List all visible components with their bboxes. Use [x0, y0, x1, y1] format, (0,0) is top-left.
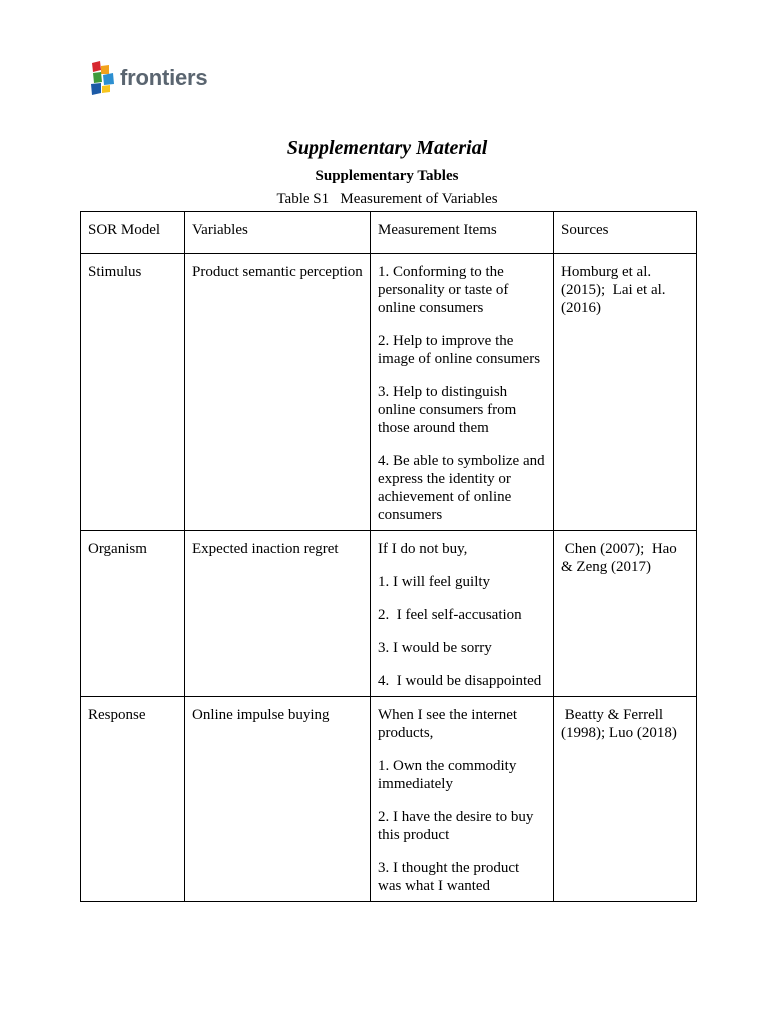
measurement-item: If I do not buy,	[378, 541, 468, 557]
cell-variable: Expected inaction regret	[185, 531, 371, 697]
measurement-item: 2. Help to improve the image of online consumers	[378, 333, 541, 367]
cell-sor-model: Response	[81, 697, 185, 902]
measurement-table	[80, 211, 697, 902]
section-subtitle: Supplementary Tables	[315, 168, 459, 184]
frontiers-logo-icon	[89, 60, 117, 96]
measurement-item: 1. I will feel guilty	[378, 574, 491, 590]
measurement-item: 3. I would be sorry	[378, 640, 492, 656]
cell-sor-model: Stimulus	[81, 254, 185, 531]
cell-sor-model: Organism	[81, 531, 185, 697]
column-header-measurement-items: Measurement Items	[371, 212, 554, 254]
measurement-item: 2. I have the desire to buy this product	[378, 809, 534, 843]
measurement-item: 1. Conforming to the personality or taste of online consumers	[378, 264, 509, 316]
measurement-item: 2. I feel self-accusation	[378, 607, 522, 623]
logo-text: frontiers	[120, 65, 208, 90]
table-caption: Table S1 Measurement of Variables	[276, 191, 498, 207]
measurement-item: 3. I thought the product was what I wanted	[378, 860, 520, 894]
cell-sources: Beatty & Ferrell (1998); Luo (2018)	[554, 697, 697, 902]
table-row-stimulus	[81, 254, 697, 531]
cell-sources: Homburg et al. (2015); Lai et al. (2016)	[554, 254, 697, 531]
cell-measurement-items	[371, 254, 554, 531]
table-row-organism	[81, 531, 697, 697]
measurement-item: When I see the internet products,	[378, 707, 518, 741]
table-row-response	[81, 697, 697, 902]
cell-variable: Online impulse buying	[185, 697, 371, 902]
cell-measurement-items	[371, 531, 554, 697]
cell-variable: Product semantic perception	[185, 254, 371, 531]
measurement-item: 3. Help to distinguish online consumers from those around them	[378, 384, 517, 436]
cell-sources: Chen (2007); Hao & Zeng (2017)	[554, 531, 697, 697]
cell-measurement-items	[371, 697, 554, 902]
table-header-row	[81, 212, 697, 254]
page-title: Supplementary Material	[286, 137, 488, 159]
column-header-sor-model: SOR Model	[81, 212, 185, 254]
column-header-sources: Sources	[554, 212, 697, 254]
column-header-variables: Variables	[185, 212, 371, 254]
measurement-item: 4. Be able to symbolize and express the identity or achievement of online consumers	[378, 453, 545, 523]
frontiers-logo	[89, 58, 219, 98]
measurement-item: 1. Own the commodity immediately	[378, 758, 517, 792]
measurement-item: 4. I would be disappointed	[378, 673, 542, 689]
